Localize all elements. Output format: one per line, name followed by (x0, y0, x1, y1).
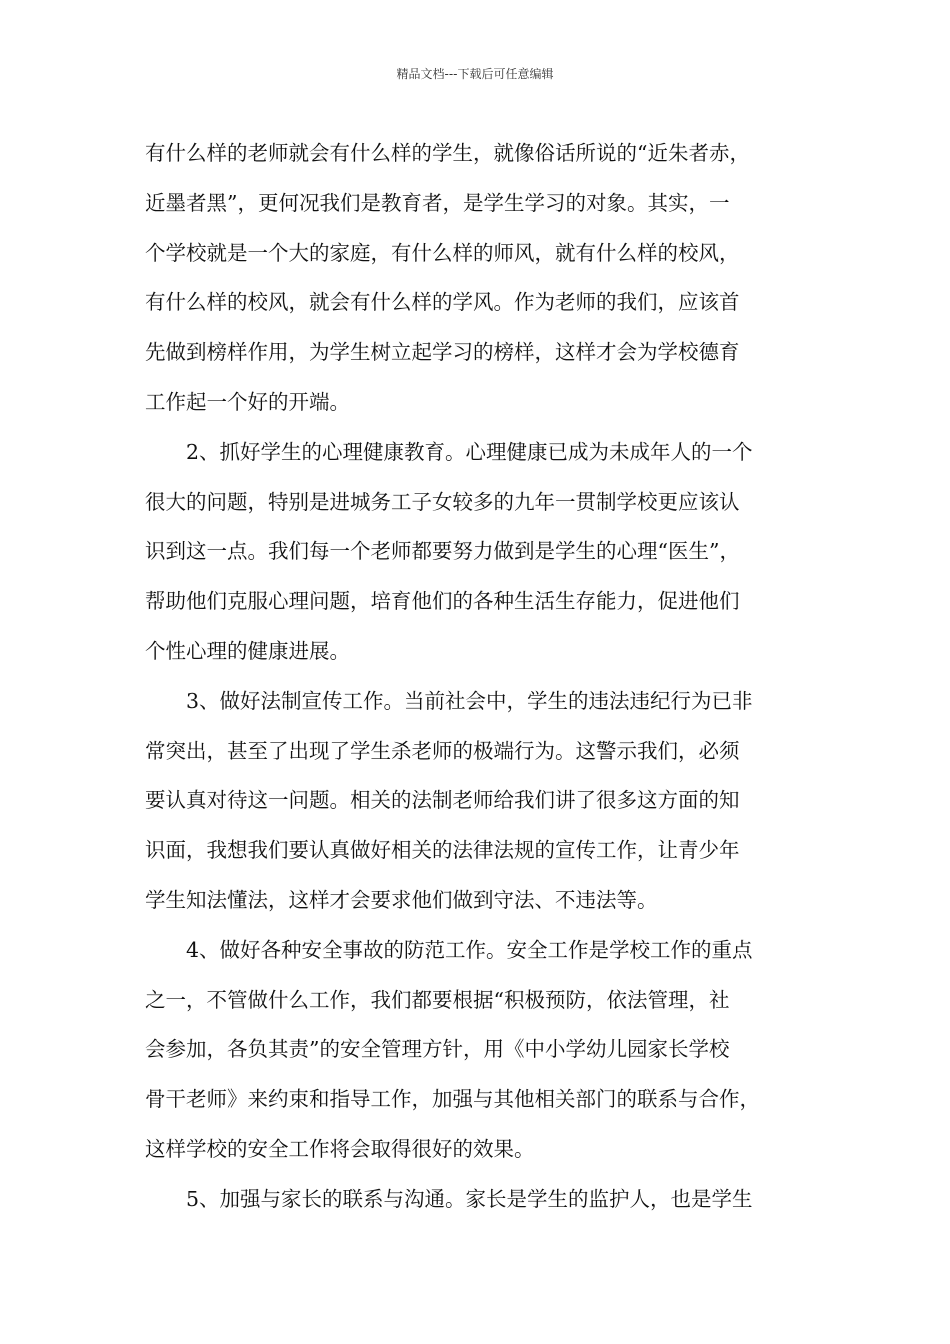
text-line: 学生知法懂法，这样才会要求他们做到守法、不违法等。 (145, 887, 658, 912)
text-line: 识面，我想我们要认真做好相关的法律法规的宣传工作，让青少年 (145, 838, 740, 863)
text-line: 个学校就是一个大的家庭，有什么样的师风，就有什么样的校风， (145, 240, 740, 265)
text-line: 帮助他们克服心理问题，培育他们的各种生活生存能力，促进他们 (145, 589, 740, 614)
paragraph-start-line: 4、做好各种安全事故的防范工作。安全工作是学校工作的重点 (186, 937, 753, 962)
text-line: 有什么样的校风，就会有什么样的学风。作为老师的我们，应该首 (145, 290, 740, 315)
text-line: 之一，不管做什么工作，我们都要根据“积极预防，依法管理，社 (145, 987, 730, 1012)
paragraph-start-line: 3、做好法制宣传工作。当前社会中，学生的违法违纪行为已非 (186, 688, 753, 713)
text-line: 会参加，各负其责”的安全管理方针，用《中小学幼儿园家长学校 (145, 1037, 730, 1062)
text-line: 常突出，甚至了出现了学生杀老师的极端行为。这警示我们，必须 (145, 738, 740, 763)
text-line: 识到这一点。我们每一个老师都要努力做到是学生的心理“医生”， (145, 539, 740, 564)
text-line: 很大的问题，特别是进城务工子女较多的九年一贯制学校更应该认 (145, 489, 740, 514)
paragraph-start-line: 2、抓好学生的心理健康教育。心理健康已成为未成年人的一个 (186, 439, 753, 464)
body-text (145, 129, 815, 1225)
text-line: 有什么样的老师就会有什么样的学生，就像俗话所说的“近朱者赤， (145, 141, 750, 165)
paragraph-start-line: 5、加强与家长的联系与沟通。家长是学生的监护人，也是学生 (186, 1186, 753, 1211)
text-line: 工作起一个好的开端。 (145, 389, 350, 414)
page-header: 精品文档---下载后可任意编辑 (396, 67, 554, 81)
text-line: 骨干老师》来约束和指导工作，加强与其他相关部门的联系与合作， (145, 1087, 760, 1112)
text-line: 先做到榜样作用，为学生树立起学习的榜样，这样才会为学校德育 (145, 340, 740, 365)
text-line: 个性心理的健康进展。 (145, 638, 350, 663)
text-line: 近墨者黑”，更何况我们是教育者，是学生学习的对象。其实，一 (145, 190, 730, 215)
text-line: 要认真对待这一问题。相关的法制老师给我们讲了很多这方面的知 (145, 788, 740, 813)
text-line: 这样学校的安全工作将会取得很好的效果。 (145, 1136, 535, 1161)
